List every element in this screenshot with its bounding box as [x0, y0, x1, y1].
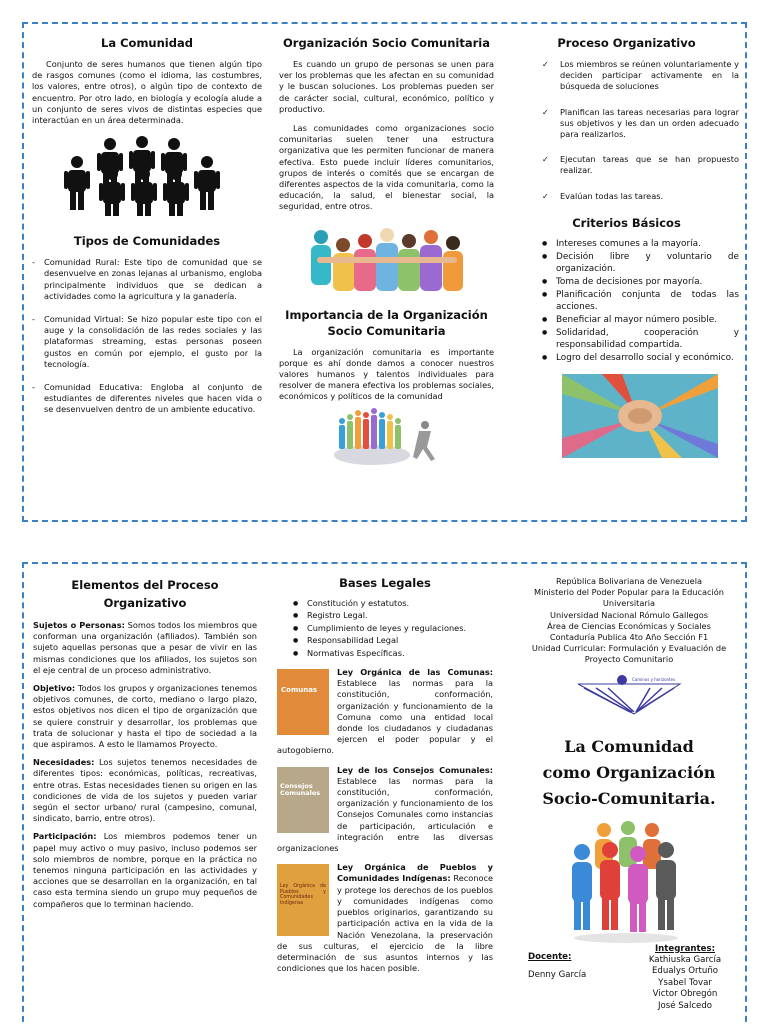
heading-elementos-proceso: Elementos del Proceso Organizativo	[71, 578, 219, 610]
cover-header	[514, 576, 744, 666]
university-logo	[574, 674, 684, 716]
text-organizacion-2: Las comunidades como organizaciones socio comunitarias suelen tener una estructura organizativa que les permiten funcionar de manera efectiva. Esto puede incluir líderes comunitarios, grupos de interés o comités que se encargan de diferentes aspectos de la vida comunitaria, como la educación, la salud, el bienestar social, la seguridad, entre otros.	[279, 123, 494, 212]
list-item: ● Decisión libre y voluntario de organización.	[540, 251, 739, 275]
column-proceso	[514, 24, 739, 458]
colorful-people-image	[564, 816, 694, 946]
law-comunas	[277, 667, 493, 757]
list-item: ● Beneficiar al mayor número posible.	[540, 314, 739, 326]
term-text: Los miembros podemos tener un papel muy activo o muy pasivo, incluso podemos ser solo miembros de nombre, porque en la práctica no tenemos ninguna participación en las actividades y acciones que se desarrollan en la organización, en tal caso esta termina siendo un grupo muy pequeños de compañeros que lo terminan haciendo.	[33, 831, 257, 909]
integrantes-label: Integrantes:	[654, 943, 716, 954]
column-elementos	[33, 564, 257, 917]
column-la-comunidad	[32, 24, 262, 428]
heading-criterios-basicos: Criterios Básicos	[572, 215, 681, 230]
law-consejos-comunales	[277, 765, 493, 855]
people-group-icon	[32, 134, 262, 224]
book-cover-image	[277, 864, 329, 936]
hands-together-image	[562, 374, 718, 458]
list-item: ● Planificación conjunta de todas las acciones.	[540, 289, 739, 313]
list-item: ● Toma de decisiones por mayoría.	[540, 276, 739, 288]
list-item: ● Constitución y estatutos.	[291, 598, 493, 609]
book-cover-image	[277, 767, 329, 833]
list-item	[33, 831, 257, 909]
integrante-name: Kathiuska García	[648, 955, 722, 966]
heading-la-comunidad: La Comunidad	[101, 36, 193, 50]
header-line: Ministerio del Poder Popular para la Educación Universitaria	[534, 587, 724, 609]
text-la-comunidad: Conjunto de seres humanos que tienen algún tipo de rasgos comunes (como el idioma, las costumbres, los valores, entre otros), o algún tipo de contexto de encuentro. Por otro lado, en biología y ecología alude a un conjunto de seres vivos de distintas especies que interactúan en un área determinada.	[32, 59, 262, 126]
column-organizacion	[279, 24, 494, 469]
list-tipos-comunidades	[32, 257, 262, 415]
term-label: Participación:	[33, 831, 97, 842]
list-bases-legales	[277, 598, 493, 659]
heading-organizacion: Organización Socio Comunitaria	[283, 36, 490, 50]
title-line: La Comunidad	[564, 736, 694, 756]
list-item: ● Responsabilidad Legal	[291, 635, 493, 646]
header-line: Área de Ciencias Económicas y Sociales	[547, 620, 711, 631]
list-item: ● Cumplimiento de leyes y regulaciones.	[291, 623, 493, 634]
heading-proceso-organizativo: Proceso Organizativo	[557, 36, 696, 50]
text-importancia: La organización comunitaria es importante porque es ahí donde damos a conocer nuestros valores humanos y talentos individuales para resolver de manera efectiva los problemas sociales, económicos y políticos de la comunidad	[279, 346, 494, 402]
integrante-name: Ysabel Tovar	[658, 977, 712, 988]
panel-outer-faces	[22, 22, 747, 522]
header-line: Universidad Nacional Rómulo Gallegos	[549, 609, 709, 620]
list-item	[33, 620, 257, 676]
law-title: Ley de los Consejos Comunales:	[337, 764, 493, 775]
heading-tipos-comunidades: Tipos de Comunidades	[73, 234, 221, 249]
logo-text: Caminos y horizontes	[632, 676, 676, 682]
integrantes-block	[640, 944, 730, 1012]
heading-importancia: Importancia de la Organización Socio Comunitaria	[285, 307, 488, 338]
term-label: Sujetos o Personas:	[33, 620, 125, 630]
title-line: Socio-Comunitaria.	[542, 788, 716, 808]
integrante-name: Victor Obregón	[652, 989, 718, 1000]
book-cover-label: Comunas	[281, 686, 318, 695]
law-pueblos-indigenas	[277, 862, 493, 974]
book-cover-image	[277, 669, 329, 735]
law-title: Ley Orgánica de Pueblos y Comunidades Indígenas:	[337, 862, 493, 884]
list-item: ● Intereses comunes a la mayoría.	[540, 238, 739, 250]
list-item: ✓ Evalúan todas las tareas.	[542, 191, 739, 202]
book-cover-label: Consejos Comunales	[280, 781, 321, 797]
book-cover-label: Ley Orgánica de Pueblos y Comunidades Indígenas	[280, 884, 326, 907]
law-title: Ley Orgánica de las Comunas:	[337, 667, 493, 678]
law-text: Establece las normas para la constitución, conformación, organización y funcionamiento de los Consejos Comunales como instancias de participación, articulación e integración entre las diversas organizaciones	[277, 775, 493, 854]
law-text: Reconoce y protege los derechos de los pueblos y comunidades indígenas como pueblos originarios, garantizando su participación activa en la vida de la Nación Venezolana, la preservación de sus culturas, el ejercicio de la libre determinación de sus asuntos internos y las condiciones que los hacen posible.	[277, 873, 493, 974]
term-label: Objetivo:	[33, 683, 76, 694]
list-item: - Comunidad Virtual: Se hizo popular este tipo con el auge y la consolidación de las redes sociales y las plataformas streaming, estas personas poseen gustos en común por ejemplo, el gusto por la tecnología.	[32, 314, 262, 370]
list-item: - Comunidad Rural: Este tipo de comunidad que se desenvuelve en zonas lejanas al urbanismo, engloba principalmente individuos que se dedican a actividades como la agricultura y la ganadería.	[32, 257, 262, 302]
integrante-name: Edualys Ortuño	[651, 966, 719, 977]
list-item: - Comunidad Educativa: Engloba al conjunto de estudiantes de diferentes niveles que hacen vida o se desenvuelven dentro de un ambiente educativo.	[32, 382, 262, 416]
text-organizacion-1: Es cuando un grupo de personas se unen para ver los problemas que les afectan en su comunidad y le buscan soluciones. Los problemas pueden ser de carácter social, cultural, económico, político y productivo.	[279, 59, 494, 114]
list-item: ● Registro Legal.	[291, 610, 493, 621]
column-bases-legales	[277, 564, 493, 974]
header-line: República Bolivariana de Venezuela	[556, 576, 702, 586]
list-item: ● Solidaridad, cooperación y responsabilidad compartida.	[540, 327, 739, 351]
docente-name: Denny García	[528, 969, 587, 980]
header-line: Unidad Curricular: Formulación y Evaluación de Proyecto Comunitario	[531, 643, 727, 665]
list-item	[33, 683, 257, 750]
list-item: ✓ Los miembros se reúnen voluntariamente y deciden participar activamente en la búsqueda de soluciones	[542, 59, 739, 93]
docente-label: Docente:	[528, 951, 572, 962]
list-item: ● Normativas Específicas.	[291, 648, 493, 659]
list-criterios-basicos	[514, 238, 739, 364]
list-proceso-organizativo	[514, 59, 739, 202]
people-hugging-image	[307, 223, 467, 295]
law-text: Establece las normas para la constitución, conformación, organización y funcionamiento de la Comuna como una entidad local donde los ciudadanos y ciudadanas ejercen el poder popular y el autogobierno.	[277, 678, 493, 756]
list-item: ✓ Ejecutan tareas que se han propuesto realizar.	[542, 154, 739, 176]
heading-bases-legales: Bases Legales	[339, 576, 431, 590]
community-puzzle-image	[327, 407, 447, 469]
column-portada	[514, 564, 744, 1020]
header-line: Contaduría Publica 4to Año Sección F1	[549, 632, 709, 643]
panel-inner-faces	[22, 562, 747, 1024]
integrante-name: José Salcedo	[657, 1000, 713, 1011]
list-elementos	[33, 620, 257, 910]
credits	[514, 943, 744, 1020]
term-text: Somos todos los miembros que conforman una organización (afiliados). También son sujeto aquellas personas que a pesar de vivir en las mismas condiciones que los afiliados, los sujetos son el eje central de un proceso administrativo.	[33, 620, 257, 675]
term-text: Todos los grupos y organizaciones tenemos objetivos comunes, de corto, mediano o largo plazo, estos objetivos nos dicen el tipo de organización que se quiere construir y desarrollar, los problemas que trata de solucionar y hasta el tipo de sociedad a la que aspiramos. A esto le llamamos Proyecto.	[33, 683, 257, 750]
document-title	[514, 734, 744, 812]
list-item: ✓ Planifican las tareas necesarias para lograr sus objetivos y les dan un orden adecuado para realizarlos.	[542, 107, 739, 141]
title-line: como Organización	[542, 762, 716, 782]
list-item: ● Logro del desarrollo social y económico.	[540, 352, 739, 364]
term-label: Necesidades:	[33, 757, 95, 768]
list-item	[33, 757, 257, 824]
term-text: Los sujetos tenemos necesidades de diferentes tipos: económicas, políticas, recreativas, entre otras. Estas necesidades tienen su origen en las condiciones de vida de los sujetos y pueden variar según el sector urbano/ rural (campesino, comunal, sindicato, barrio, entre otros).	[33, 757, 257, 824]
